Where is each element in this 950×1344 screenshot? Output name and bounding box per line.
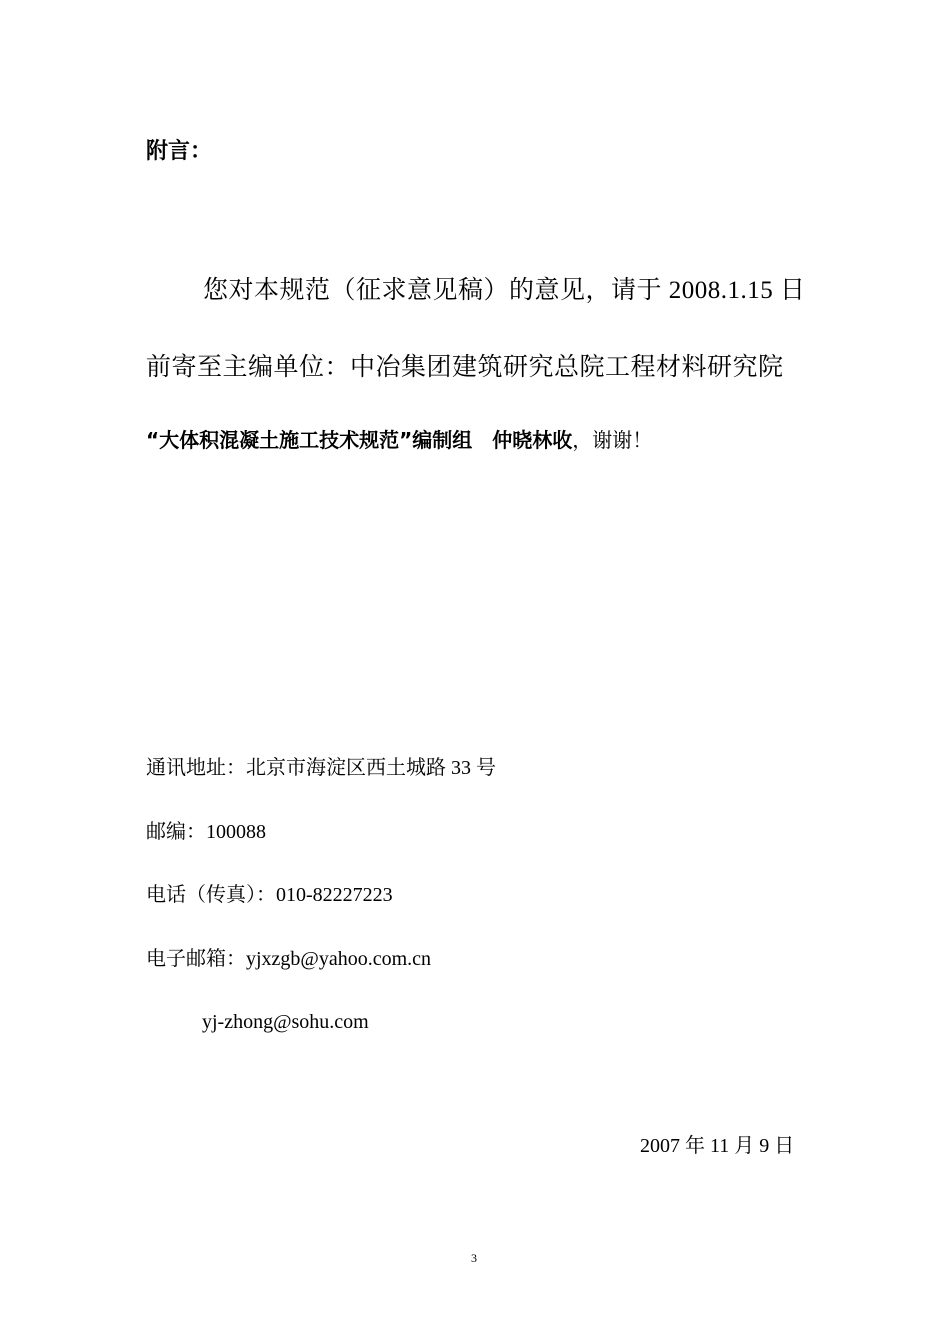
- contact-phone: 电话（传真）：010-82227223: [146, 884, 393, 906]
- contact-email-primary: 电子邮箱：yjxzgb@yahoo.com.cn: [146, 948, 432, 970]
- contact-postcode: 邮编：100088: [146, 821, 266, 843]
- paragraph-line-3: [146, 430, 652, 451]
- paragraph-line-2: 前寄至主编单位：中冶集团建筑研究总院工程材料研究院: [146, 354, 784, 381]
- heading-postscript: 附言：: [146, 139, 213, 164]
- page-number: 3: [471, 1251, 477, 1265]
- contact-address: 通讯地址：北京市海淀区西土城路 33 号: [146, 757, 496, 779]
- thanks-text: ，谢谢！: [572, 430, 653, 452]
- recipient-group-name: “大体积混凝土施工技术规范”编制组 仲晓林收: [146, 428, 573, 452]
- document-date: 2007 年 11 月 9 日: [640, 1135, 795, 1157]
- paragraph-line-1: 您对本规范（征求意见稿）的意见，请于 2008.1.15 日: [203, 277, 806, 304]
- contact-email-secondary: yj-zhong@sohu.com: [202, 1011, 369, 1033]
